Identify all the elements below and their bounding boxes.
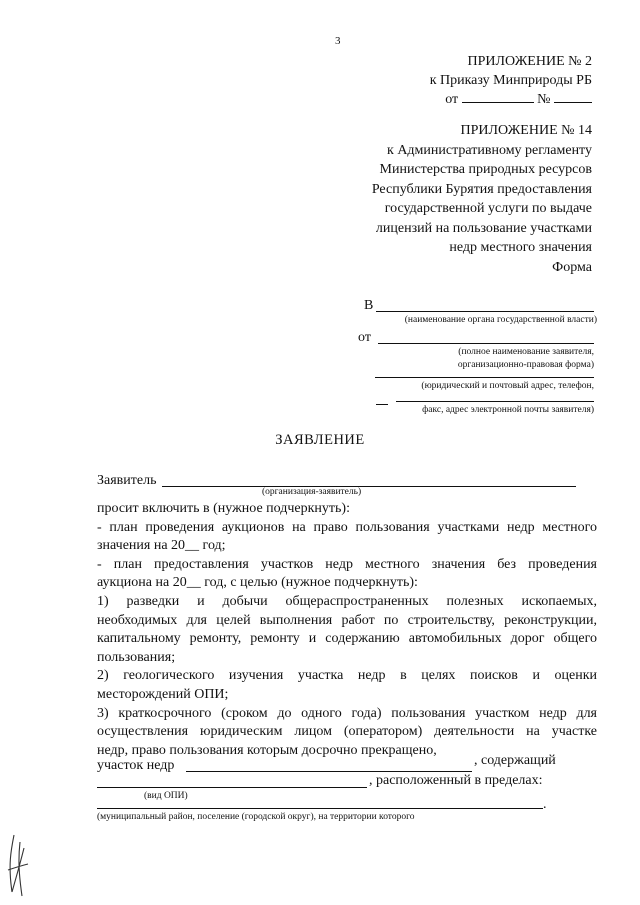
body-line: недр, право пользования которым досрочно прекращено, <box>97 742 437 758</box>
address-field[interactable] <box>375 377 594 378</box>
appendix-14-line: лицензий на пользование участками <box>375 220 592 236</box>
contacts-field[interactable] <box>396 401 594 402</box>
appendix-14-line: государственной услуги по выдаче <box>384 201 592 216</box>
from-field[interactable] <box>378 343 594 344</box>
appendix-14-line: к Административному регламенту <box>387 142 592 158</box>
opi-caption: (вид ОПИ) <box>144 791 188 801</box>
body-line: просит включить в (нужное подчеркнуть): <box>97 501 350 516</box>
body-text <box>97 500 597 760</box>
appendix-14-line: недр местного значения <box>449 240 592 255</box>
appendix-2-title: ПРИЛОЖЕНИЕ № 2 <box>467 54 592 69</box>
body-line: месторождений ОПИ; <box>97 686 229 702</box>
applicant-label: Заявитель <box>97 473 157 488</box>
appendix-2-order: к Приказу Минприроды РБ <box>429 73 592 88</box>
plot-label: участок недр <box>97 758 175 773</box>
page-number: 3 <box>335 35 341 47</box>
body-line: аукциона на 20__ год, с целью (нужное подчеркнуть): <box>97 575 418 591</box>
form-label: Форма <box>552 260 592 275</box>
number-blank[interactable] <box>554 102 592 103</box>
plot-containing: , содержащий <box>474 753 556 768</box>
date-blank[interactable] <box>462 102 534 103</box>
body-line: 2) геологического изучения участка недр в целях поисков и оценки <box>97 668 597 684</box>
body-line: осуществления юридическим лицом (оператором) деятельности на участке <box>97 724 597 740</box>
appendix-14-line: Министерства природных ресурсов <box>379 162 592 177</box>
to-prefix: В <box>364 298 374 313</box>
to-field[interactable] <box>376 311 594 312</box>
applicant-caption: (организация-заявитель) <box>262 487 362 497</box>
opi-end-mark: . <box>543 797 547 812</box>
appendix-14-block <box>272 121 592 258</box>
body-line: - план предоставления участков недр местного значения без проведения <box>97 556 597 572</box>
plot-field[interactable] <box>186 771 472 772</box>
body-line: пользования; <box>97 649 176 665</box>
appendix-2-block <box>292 52 592 109</box>
appendix-2-date-line: от № <box>292 90 592 109</box>
opi-field[interactable] <box>97 808 543 809</box>
address-caption: (юридический и почтовый адрес, телефон, <box>421 381 594 391</box>
from-caption: (полное наименование заявителя, организационно-правовая форма) <box>457 347 594 370</box>
body-line: - план проведения аукционов на право пользования участками недр местного <box>97 519 597 535</box>
from-prefix: от <box>358 330 371 345</box>
applicant-field[interactable] <box>162 486 576 487</box>
appendix-14-line: Республики Бурятия предоставления <box>371 181 592 197</box>
handwritten-mark-icon <box>2 830 32 900</box>
contacts-caption: факс, адрес электронной почты заявителя) <box>422 405 594 415</box>
to-caption: (наименование органа государственной власти) <box>404 315 597 325</box>
document-title: ЗАЯВЛЕНИЕ <box>275 432 365 448</box>
municipal-caption: (муниципальный район, поселение (городской округ), на территории которого <box>97 812 415 822</box>
appendix-14-title: ПРИЛОЖЕНИЕ № 14 <box>460 123 592 138</box>
plot-located: , расположенный в пределах: <box>369 773 543 788</box>
body-line: необходимых для целей выполнения работ по строительству, реконструкции, <box>97 612 597 628</box>
body-line: капитальному ремонту, ремонту и содержанию автомобильных дорог общего <box>97 631 597 647</box>
body-line: значения на 20__ год; <box>97 538 226 554</box>
body-line: 3) краткосрочного (сроком до одного года) пользования участком недр для <box>97 705 597 721</box>
plot-field-2[interactable] <box>97 787 367 788</box>
body-line: 1) разведки и добычи общераспространенных полезных ископаемых, <box>97 593 597 609</box>
